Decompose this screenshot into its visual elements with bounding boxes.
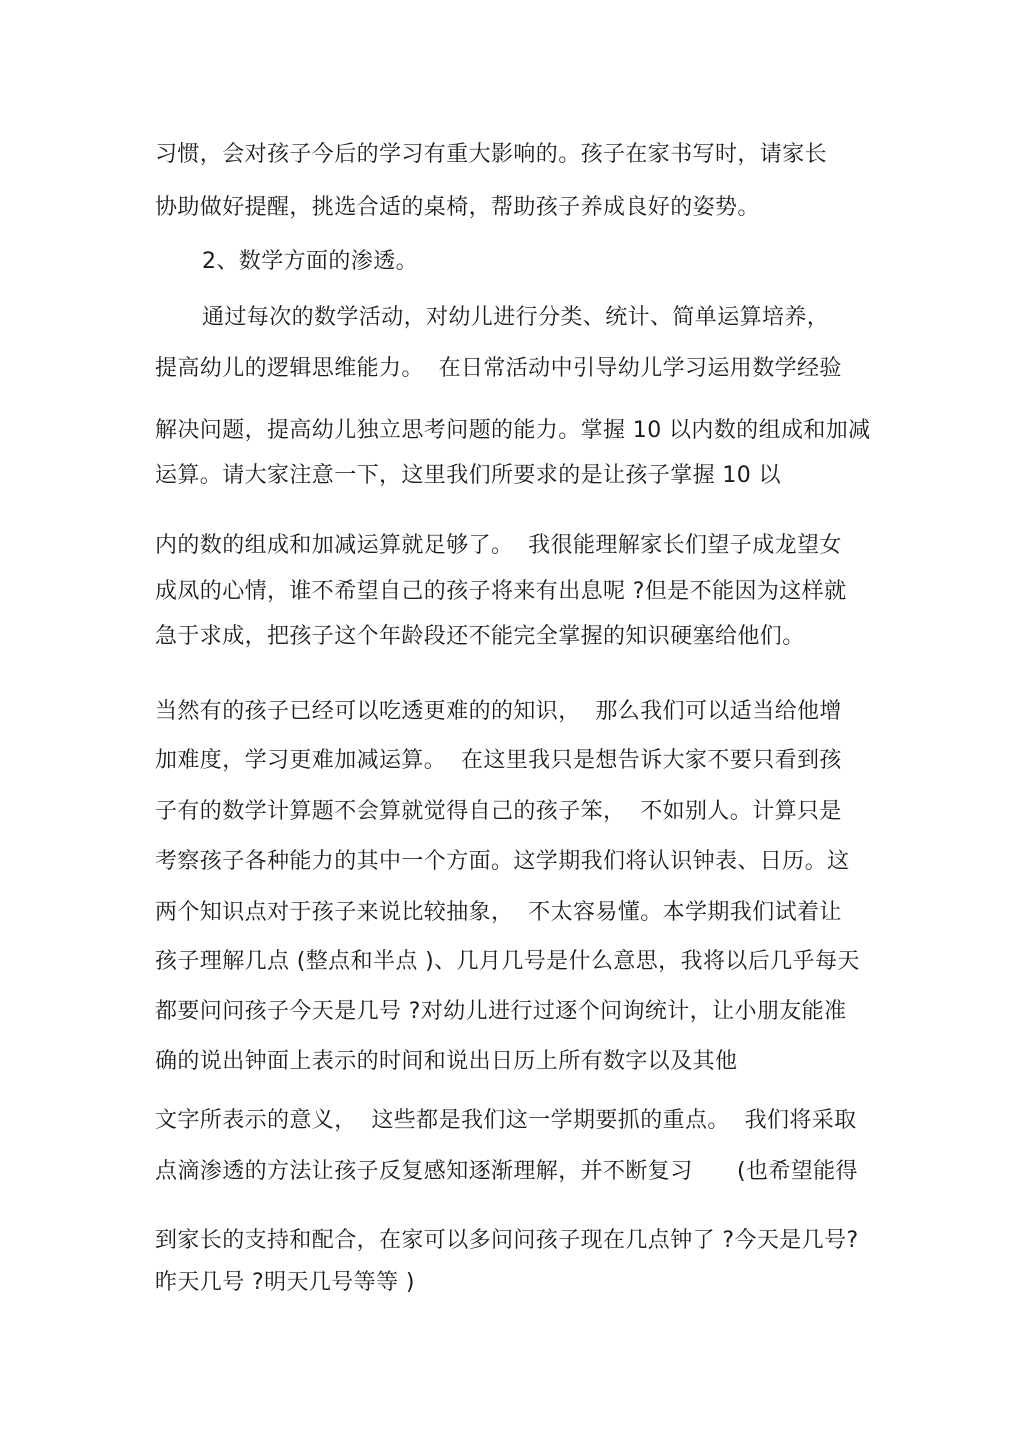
text-line: 运算。请大家注意一下，这里我们所要求的是让孩子掌握 10 以 <box>155 463 781 488</box>
text-line: 急于求成，把孩子这个年龄段还不能完全掌握的知识硬塞给他们。 <box>155 624 805 649</box>
text-line: 点滴渗透的方法让孩子反复感知逐渐理解，并不断复习 (也希望能得 <box>155 1159 858 1184</box>
text-line: 内的数的组成和加减运算就足够了。 我很能理解家长们望子成龙望女 <box>155 533 842 558</box>
text-line: 当然有的孩子已经可以吃透更难的的知识， 那么我们可以适当给他增 <box>155 699 842 724</box>
text-line: 习惯，会对孩子今后的学习有重大影响的。孩子在家书写时，请家长 <box>155 142 828 167</box>
text-line: 两个知识点对于孩子来说比较抽象， 不太容易懂。本学期我们试着让 <box>155 900 842 925</box>
text-line: 子有的数学计算题不会算就觉得自己的孩子笨， 不如别人。计算只是 <box>155 799 842 824</box>
text-line: 都要问问孩子今天是几号 ?对幼儿进行过逐个问询统计，让小朋友能准 <box>155 999 847 1024</box>
text-line: 协助做好提醒，挑选合适的桌椅，帮助孩子养成良好的姿势。 <box>155 195 760 220</box>
text-line: 通过每次的数学活动，对幼儿进行分类、统计、简单运算培养， <box>202 305 830 330</box>
text-line: 加难度，学习更难加减运算。 在这里我只是想告诉大家不要只看到孩 <box>155 748 842 773</box>
text-line: 考察孩子各种能力的其中一个方面。这学期我们将认识钟表、日历。这 <box>155 849 850 874</box>
text-line: 确的说出钟面上表示的时间和说出日历上所有数字以及其他 <box>155 1049 738 1074</box>
text-line: 2、数学方面的渗透。 <box>202 249 418 274</box>
text-line: 到家长的支持和配合，在家可以多问问孩子现在几点钟了 ?今天是几号? <box>155 1228 859 1253</box>
text-line: 解决问题，提高幼儿独立思考问题的能力。掌握 10 以内数的组成和加减 <box>155 418 871 443</box>
text-line: 孩子理解几点 (整点和半点 )、几月几号是什么意思，我将以后几乎每天 <box>155 949 860 974</box>
text-line: 成凤的心情，谁不希望自己的孩子将来有出息呢 ?但是不能因为这样就 <box>155 579 847 604</box>
text-line: 昨天几号 ?明天几号等等 ) <box>155 1270 415 1295</box>
text-line: 提高幼儿的逻辑思维能力。 在日常活动中引导幼儿学习运用数学经验 <box>155 356 842 381</box>
text-line: 文字所表示的意义， 这些都是我们这一学期要抓的重点。 我们将采取 <box>155 1108 857 1133</box>
